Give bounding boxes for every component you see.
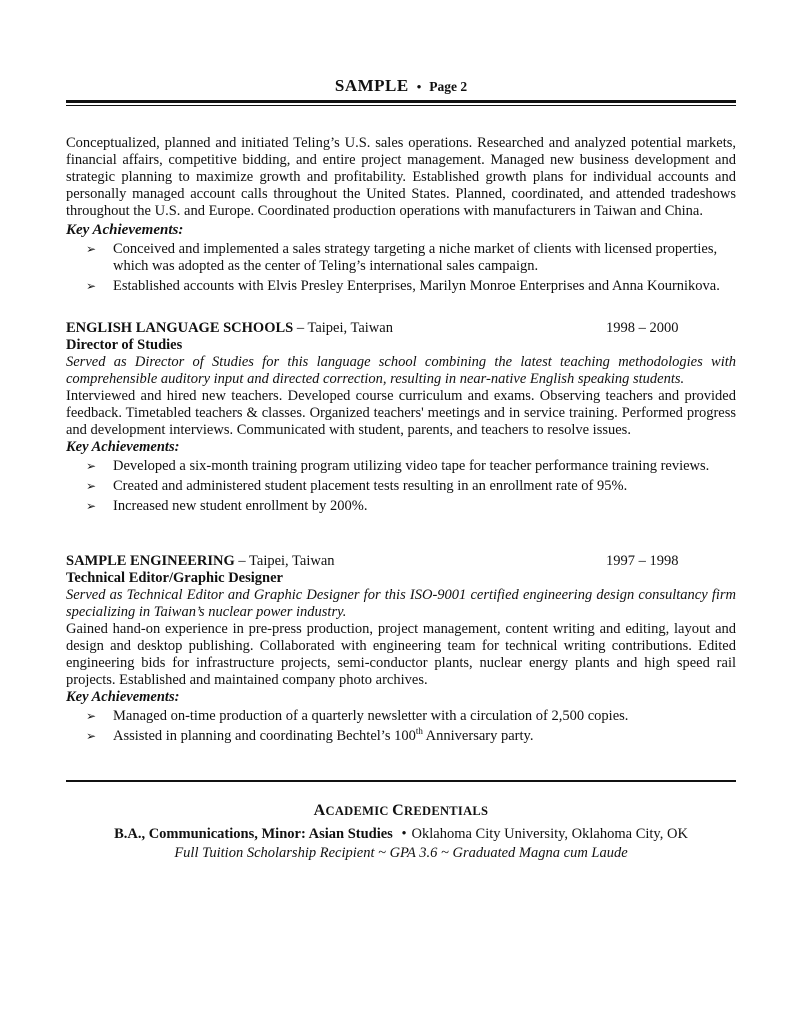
job2-dates: 1998 – 2000: [606, 320, 679, 336]
job3-company: SAMPLE ENGINEERING: [66, 553, 235, 569]
job2-key-label: Key Achievements:: [66, 439, 180, 455]
header-page: Page 2: [429, 79, 468, 94]
job3-summary: Served as Technical Editor and Graphic Designer for this ISO-9001 certified engineering design consultancy firm specializing in Taiwan’s nuclear power industry.: [66, 587, 736, 620]
arrow-icon: ➢: [86, 499, 97, 513]
header-title: SAMPLE: [334, 76, 409, 95]
job1-achievements: [66, 241, 736, 295]
arrow-icon: ➢: [86, 479, 97, 493]
job3-achievements: [66, 708, 736, 745]
job2-summary: Served as Director of Studies for this language school combining the latest teaching methodologies with comprehensible auditory input and directed correction, resulting in near-native English speaking students.: [66, 354, 736, 387]
list-item: ➢ Established accounts with Elvis Presley Enterprises, Marilyn Monroe Enterprises and Anna Kournikova.: [86, 278, 720, 294]
job1-paragraph: Conceptualized, planned and initiated Teling’s U.S. sales operations. Researched and analyzed potential markets, financial affairs, competitive bidding, and entire project management. Managed new business development and strategic planning to maximize growth and profitability. Established growth plans for individual accounts and personally managed account calls throughout the United States. Planned, coordinated, and attended tradeshows throughout the U.S. and Europe. Coordinated production operations with manufacturers in Taiwan and China.: [66, 135, 736, 219]
section-divider: [66, 780, 736, 782]
header-bullet: •: [416, 79, 422, 94]
education-degree-line: [66, 826, 736, 843]
arrow-icon: ➢: [86, 729, 97, 743]
arrow-icon: ➢: [86, 279, 97, 293]
education-heading: ACADEMIC CREDENTIALS: [313, 802, 489, 819]
job3-dates: 1997 – 1998: [606, 553, 679, 569]
job2-location: – Taipei, Taiwan: [293, 320, 393, 336]
education-honors: Full Tuition Scholarship Recipient ~ GPA 3.6 ~ Graduated Magna cum Laude: [174, 845, 628, 861]
list-item: ➢ Developed a six-month training program utilizing video tape for teacher performance training reviews.: [86, 458, 710, 474]
job1-key-label: Key Achievements:: [66, 222, 184, 238]
job2-title: Director of Studies: [66, 337, 183, 353]
job1-section: [66, 135, 736, 298]
list-item: ➢ Conceived and implemented a sales strategy targeting a niche market of clients with licensed properties, which was adopted as the center of Teling’s international sales campaign.: [86, 241, 718, 274]
header-rule: [66, 100, 736, 106]
education-bullet: •: [401, 826, 407, 842]
job3-heading: [66, 553, 736, 570]
page-header: [66, 77, 736, 96]
education-degree: B.A., Communications, Minor: Asian Studies: [114, 826, 393, 842]
job3-section: [66, 553, 736, 748]
job3-paragraph: Gained hand-on experience in pre-press production, project management, content writing and editing, layout and design and desktop publishing. Collaborated with engineering team for technical writing contributions. Edited engineering bids for infrastructure projects, semi-conductor plants, nuclear energy plants and high speed rail projects. Established and maintained company photo archives.: [66, 621, 736, 688]
job3-key-label: Key Achievements:: [66, 689, 180, 705]
arrow-icon: ➢: [86, 459, 97, 473]
arrow-icon: ➢: [86, 242, 97, 256]
job3-location: – Taipei, Taiwan: [234, 553, 335, 569]
job2-company: ENGLISH LANGUAGE SCHOOLS: [66, 320, 294, 336]
education-section: [66, 802, 736, 862]
job2-section: [66, 320, 736, 518]
education-school: Oklahoma City University, Oklahoma City, OK: [411, 826, 688, 842]
job2-paragraph: Interviewed and hired new teachers. Developed course curriculum and exams. Observing teachers and provided feedback. Timetabled teachers & classes. Organized teachers' meetings and in service training. Performed progress and development interviews. Communicated with student, parents, and teachers to resolve issues.: [66, 388, 736, 438]
job2-heading: [66, 320, 736, 337]
list-item: ➢ Assisted in planning and coordinating Bechtel’s 100th Anniversary party.: [86, 726, 534, 744]
job2-achievements: [66, 458, 736, 515]
job3-title: Technical Editor/Graphic Designer: [66, 570, 283, 586]
list-item: ➢ Managed on-time production of a quarterly newsletter with a circulation of 2,500 copies.: [86, 708, 629, 724]
list-item: ➢ Increased new student enrollment by 200%.: [86, 498, 368, 514]
list-item: ➢ Created and administered student placement tests resulting in an enrollment rate of 95%.: [86, 478, 628, 494]
arrow-icon: ➢: [86, 709, 97, 723]
